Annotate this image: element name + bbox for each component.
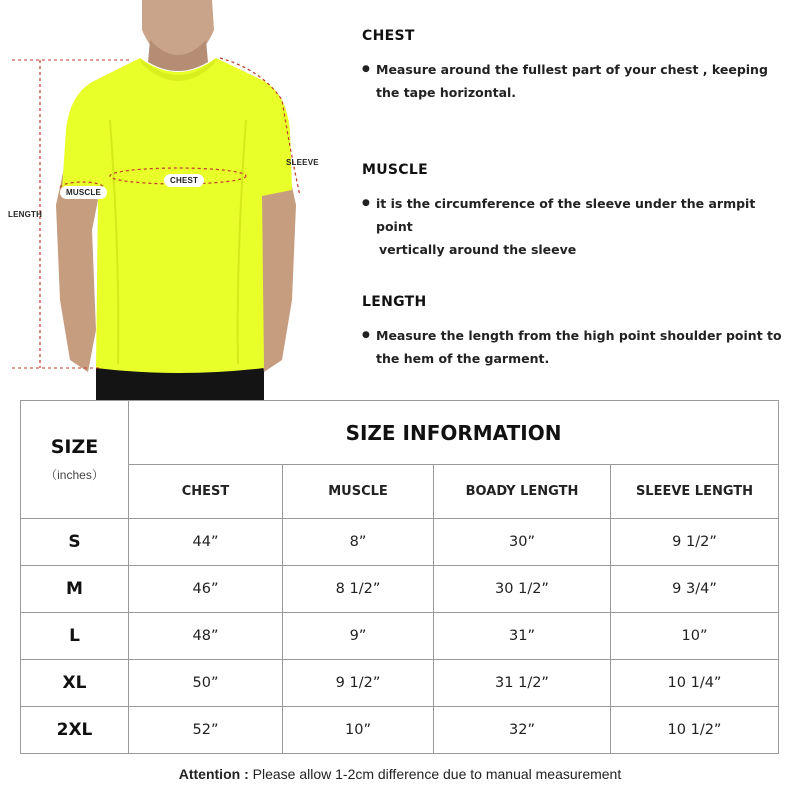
body-length-value: 31 1/2” <box>434 660 611 707</box>
size-cell: S <box>21 519 129 566</box>
attention-text: Please allow 1-2cm difference due to manual measurement <box>252 766 622 782</box>
chest-description-line: Measure around the fullest part of your chest , keeping <box>376 62 768 77</box>
length-section-title: LENGTH <box>362 294 427 310</box>
size-cell: M <box>21 566 129 613</box>
muscle-description-line: it is the circumference of the sleeve under the armpit point <box>376 196 756 234</box>
column-header-body-length: BOADY LENGTH <box>434 465 611 519</box>
length-description-line: the hem of the garment. <box>376 351 550 366</box>
model-illustration <box>0 0 340 400</box>
table-row <box>21 707 779 754</box>
column-header-sleeve-length: SLEEVE LENGTH <box>611 465 779 519</box>
sleeve-length-value: 9 3/4” <box>611 566 779 613</box>
length-description-line: Measure the length from the high point shoulder point to <box>376 328 782 343</box>
chest-section <box>360 28 790 104</box>
body-length-value: 30” <box>434 519 611 566</box>
length-label: LENGTH <box>8 210 43 219</box>
muscle-section-title: MUSCLE <box>362 162 428 178</box>
sleeve-length-value: 10 1/4” <box>611 660 779 707</box>
body-length-value: 32” <box>434 707 611 754</box>
size-header-cell <box>21 401 129 519</box>
body-length-value: 31” <box>434 613 611 660</box>
size-cell: L <box>21 613 129 660</box>
chest-value: 48” <box>129 613 283 660</box>
bullet-icon: ● <box>362 64 370 74</box>
bullet-icon: ● <box>362 198 370 208</box>
attention-note <box>0 766 800 782</box>
chest-value: 50” <box>129 660 283 707</box>
sleeve-length-value: 10” <box>611 613 779 660</box>
chest-value: 52” <box>129 707 283 754</box>
muscle-value: 10” <box>283 707 434 754</box>
body-length-value: 30 1/2” <box>434 566 611 613</box>
table-row <box>21 519 779 566</box>
size-information-header: SIZE INFORMATION <box>129 401 779 465</box>
muscle-value: 9 1/2” <box>283 660 434 707</box>
unit-header: （inches） <box>45 468 104 482</box>
table-row <box>21 613 779 660</box>
column-header-row <box>21 465 779 519</box>
column-header-muscle: MUSCLE <box>283 465 434 519</box>
chest-label: CHEST <box>164 174 204 187</box>
size-cell: 2XL <box>21 707 129 754</box>
muscle-label: MUSCLE <box>60 186 107 199</box>
sleeve-length-value: 10 1/2” <box>611 707 779 754</box>
muscle-section <box>360 162 790 261</box>
attention-label: Attention : <box>178 766 249 782</box>
sleeve-label: SLEEVE <box>286 158 319 167</box>
table-row <box>21 660 779 707</box>
bullet-icon: ● <box>362 330 370 340</box>
length-section <box>360 294 790 370</box>
muscle-value: 8” <box>283 519 434 566</box>
column-header-chest: CHEST <box>129 465 283 519</box>
size-header: SIZE <box>50 436 99 458</box>
chest-section-title: CHEST <box>362 28 415 44</box>
muscle-description-line: vertically around the sleeve <box>379 242 577 257</box>
table-row <box>21 566 779 613</box>
muscle-value: 9” <box>283 613 434 660</box>
table-header-row <box>21 401 779 465</box>
size-cell: XL <box>21 660 129 707</box>
chest-description-line: the tape horizontal. <box>376 85 517 100</box>
chest-value: 44” <box>129 519 283 566</box>
sleeve-length-value: 9 1/2” <box>611 519 779 566</box>
muscle-value: 8 1/2” <box>283 566 434 613</box>
size-table <box>20 400 779 754</box>
tshirt-measurement-figure <box>0 0 340 400</box>
chest-value: 46” <box>129 566 283 613</box>
